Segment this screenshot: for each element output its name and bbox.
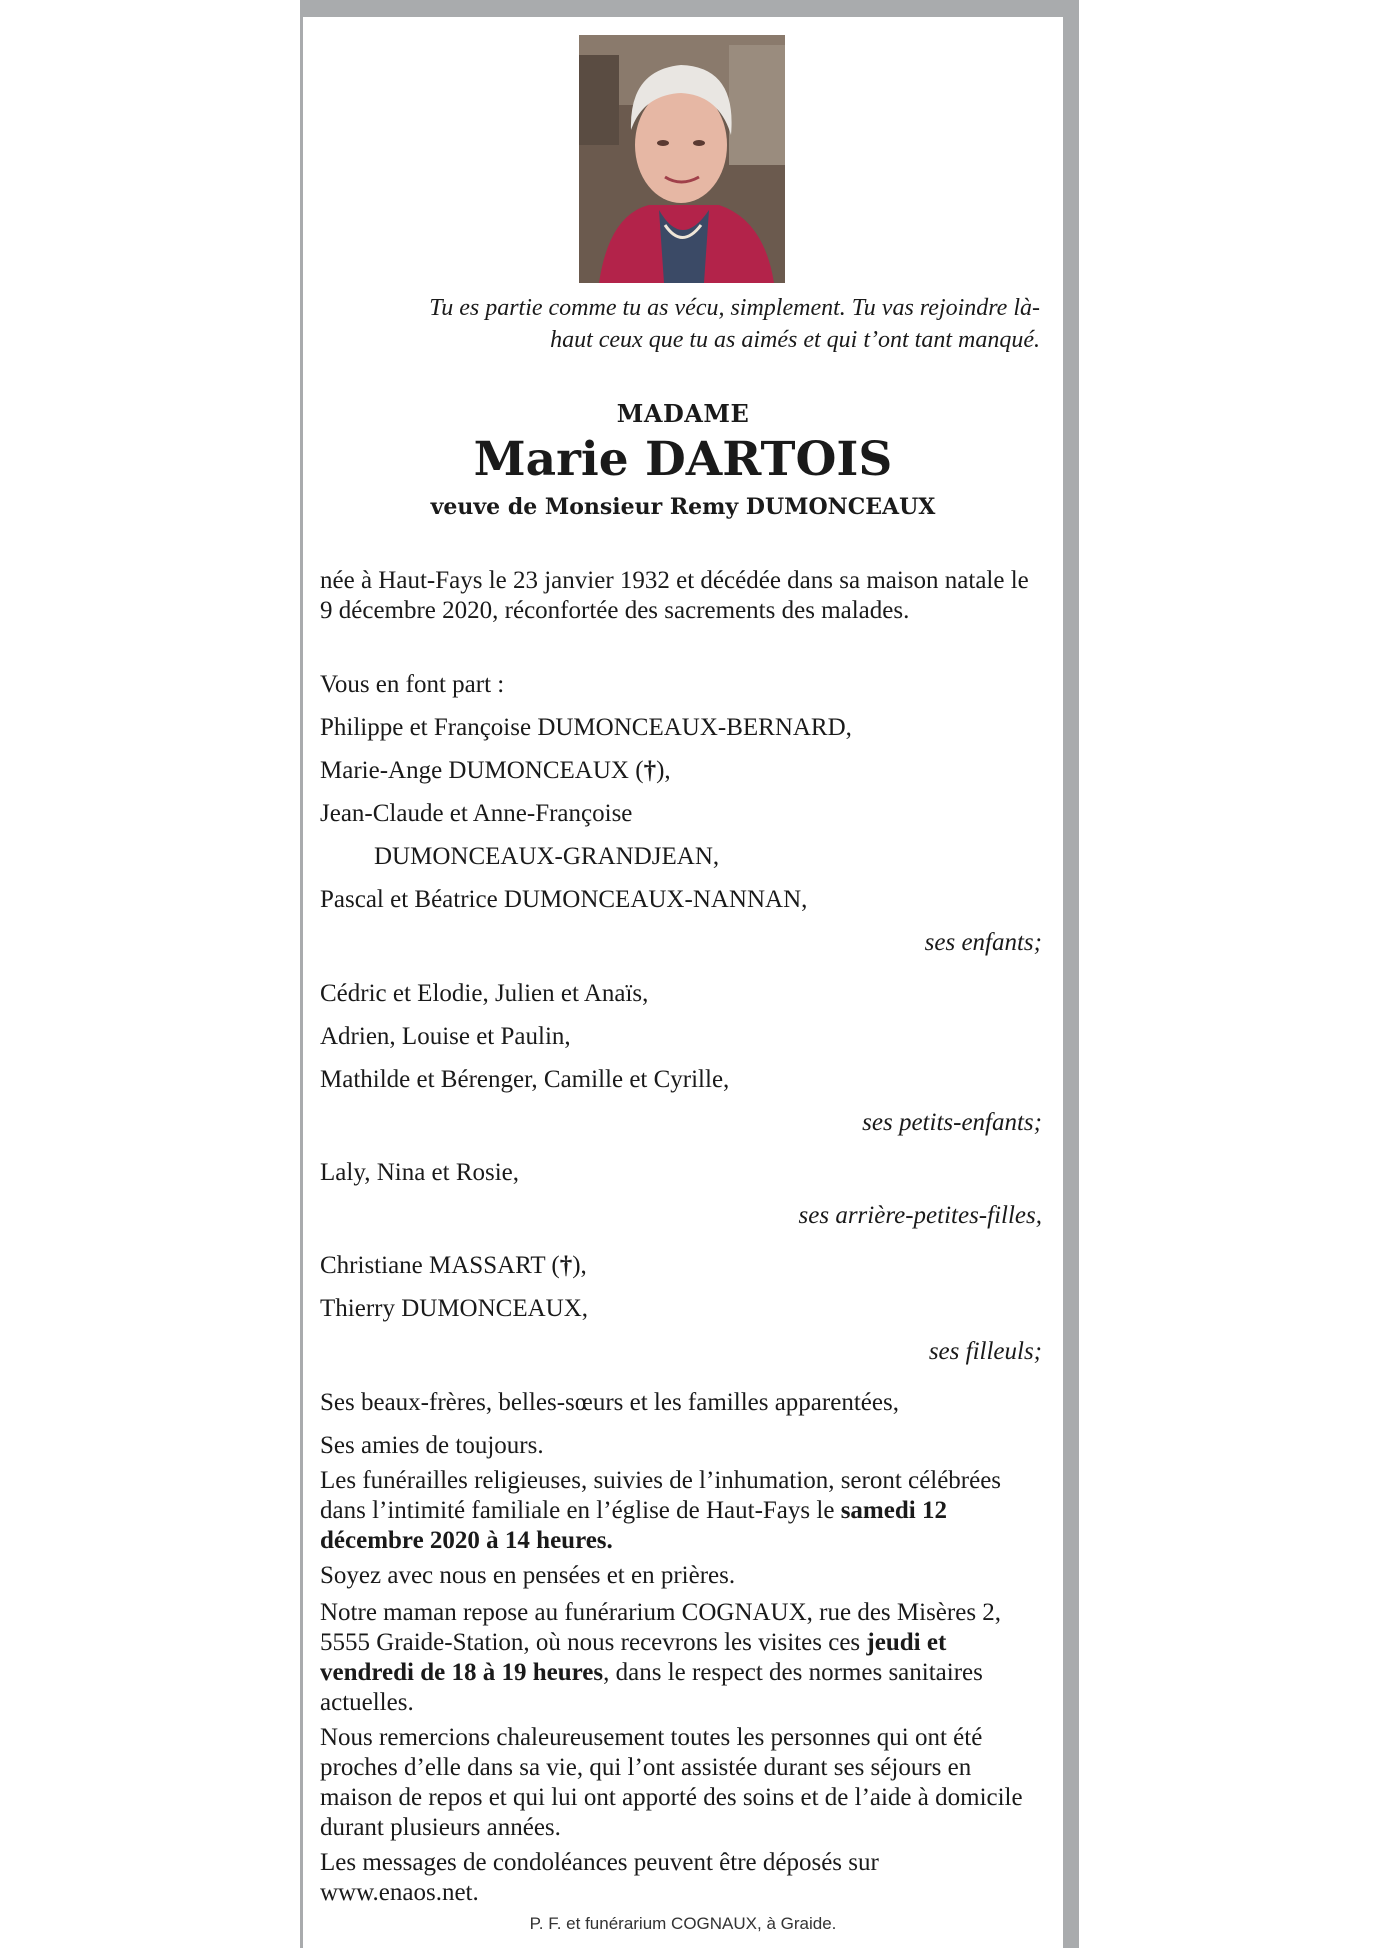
grandchildren-label: ses petits-enfants;: [862, 1109, 1042, 1136]
frame-left-border: [300, 0, 303, 1948]
frame-top-border: [300, 0, 1079, 17]
condolences-text: Les messages de condoléances peuvent être déposés sur www.enaos.net.: [320, 1849, 879, 1906]
visit-text-2: , dans le respect des normes sanitaires actuelles.: [320, 1659, 983, 1716]
grandchildren-line-3: Mathilde et Bérenger, Camille et Cyrille,: [320, 1066, 730, 1093]
godchild-name-1: Christiane MASSART (: [320, 1252, 560, 1279]
visit-hours: jeudi et vendredi de 18 à 19 heures: [320, 1629, 947, 1686]
funeral-home-footer: P. F. et funérarium COGNAUX, à Graide.: [529, 1914, 837, 1933]
visit-text: [320, 1598, 1042, 1718]
children-name-2: Marie-Ange DUMONCEAUX (: [320, 757, 644, 784]
thanks-text: Nous remercions chaleureusement toutes les personnes qui ont été proches d’elle dans sa vie, qui l’ont assistée durant ses séjours en maison de repos et qui lui ont apporté des soins et de l’aide à domicile durant plusieurs années.: [320, 1724, 1023, 1841]
honorific-title: MADAME: [616, 399, 750, 428]
great-grandchildren-label: ses arrière-petites-filles,: [798, 1202, 1042, 1229]
announce-text: Vous en font part :: [320, 671, 505, 698]
portrait-photo: [579, 35, 785, 283]
children-line-5: Pascal et Béatrice DUMONCEAUX-NANNAN,: [320, 886, 808, 913]
cross-symbol: †: [643, 757, 657, 784]
godchildren-label: ses filleuls;: [928, 1338, 1042, 1365]
children-line-2: [320, 756, 1042, 786]
widow-of-line: veuve de Monsieur Remy DUMONCEAUX: [430, 494, 936, 520]
godchildren-line-1: [320, 1251, 1042, 1281]
funeral-text: [320, 1466, 1042, 1556]
grandchildren-line-2: Adrien, Louise et Paulin,: [320, 1023, 571, 1050]
thoughts-text: Soyez avec nous en pensées et en prières.: [320, 1562, 736, 1589]
children-line-2-end: ),: [656, 757, 671, 784]
children-line-1: Philippe et Françoise DUMONCEAUX-BERNARD,: [320, 714, 852, 741]
deceased-name: Marie DARTOIS: [473, 432, 893, 487]
children-line-3: Jean-Claude et Anne-Françoise: [320, 800, 633, 827]
friends-text: Ses amies de toujours.: [320, 1432, 544, 1459]
cross-symbol: †: [559, 1252, 573, 1279]
family-text: Ses beaux-frères, belles-sœurs et les familles apparentées,: [320, 1389, 899, 1416]
visit-text-1: Notre maman repose au funérarium COGNAUX, rue des Misères 2, 5555 Graide-Station, où nous recevrons les visites ces: [320, 1599, 1002, 1656]
godchildren-line-2: Thierry DUMONCEAUX,: [320, 1295, 589, 1322]
funeral-date: samedi 12 décembre 2020 à 14 heures.: [320, 1497, 947, 1554]
godchild-line-1-end: ),: [572, 1252, 587, 1279]
great-grandchildren-line-1: Laly, Nina et Rosie,: [320, 1159, 520, 1186]
epitaph-quote: Tu es partie comme tu as vécu, simplement. Tu vas rejoindre là-haut ceux que tu as aimés et qui t’ont tant manqué.: [429, 295, 1040, 353]
grandchildren-line-1: Cédric et Elodie, Julien et Anaïs,: [320, 980, 649, 1007]
birth-death-text: née à Haut-Fays le 23 janvier 1932 et décédée dans sa maison natale le 9 décembre 2020, réconfortée des sacrements des malades.: [320, 567, 1029, 624]
frame-right-border: [1063, 0, 1079, 1948]
funeral-text-main: Les funérailles religieuses, suivies de l’inhumation, seront célébrées dans l’intimité familiale en l’église de Haut-Fays le: [320, 1467, 1002, 1524]
children-line-4: DUMONCEAUX-GRANDJEAN,: [374, 843, 720, 870]
children-label: ses enfants;: [924, 929, 1042, 956]
